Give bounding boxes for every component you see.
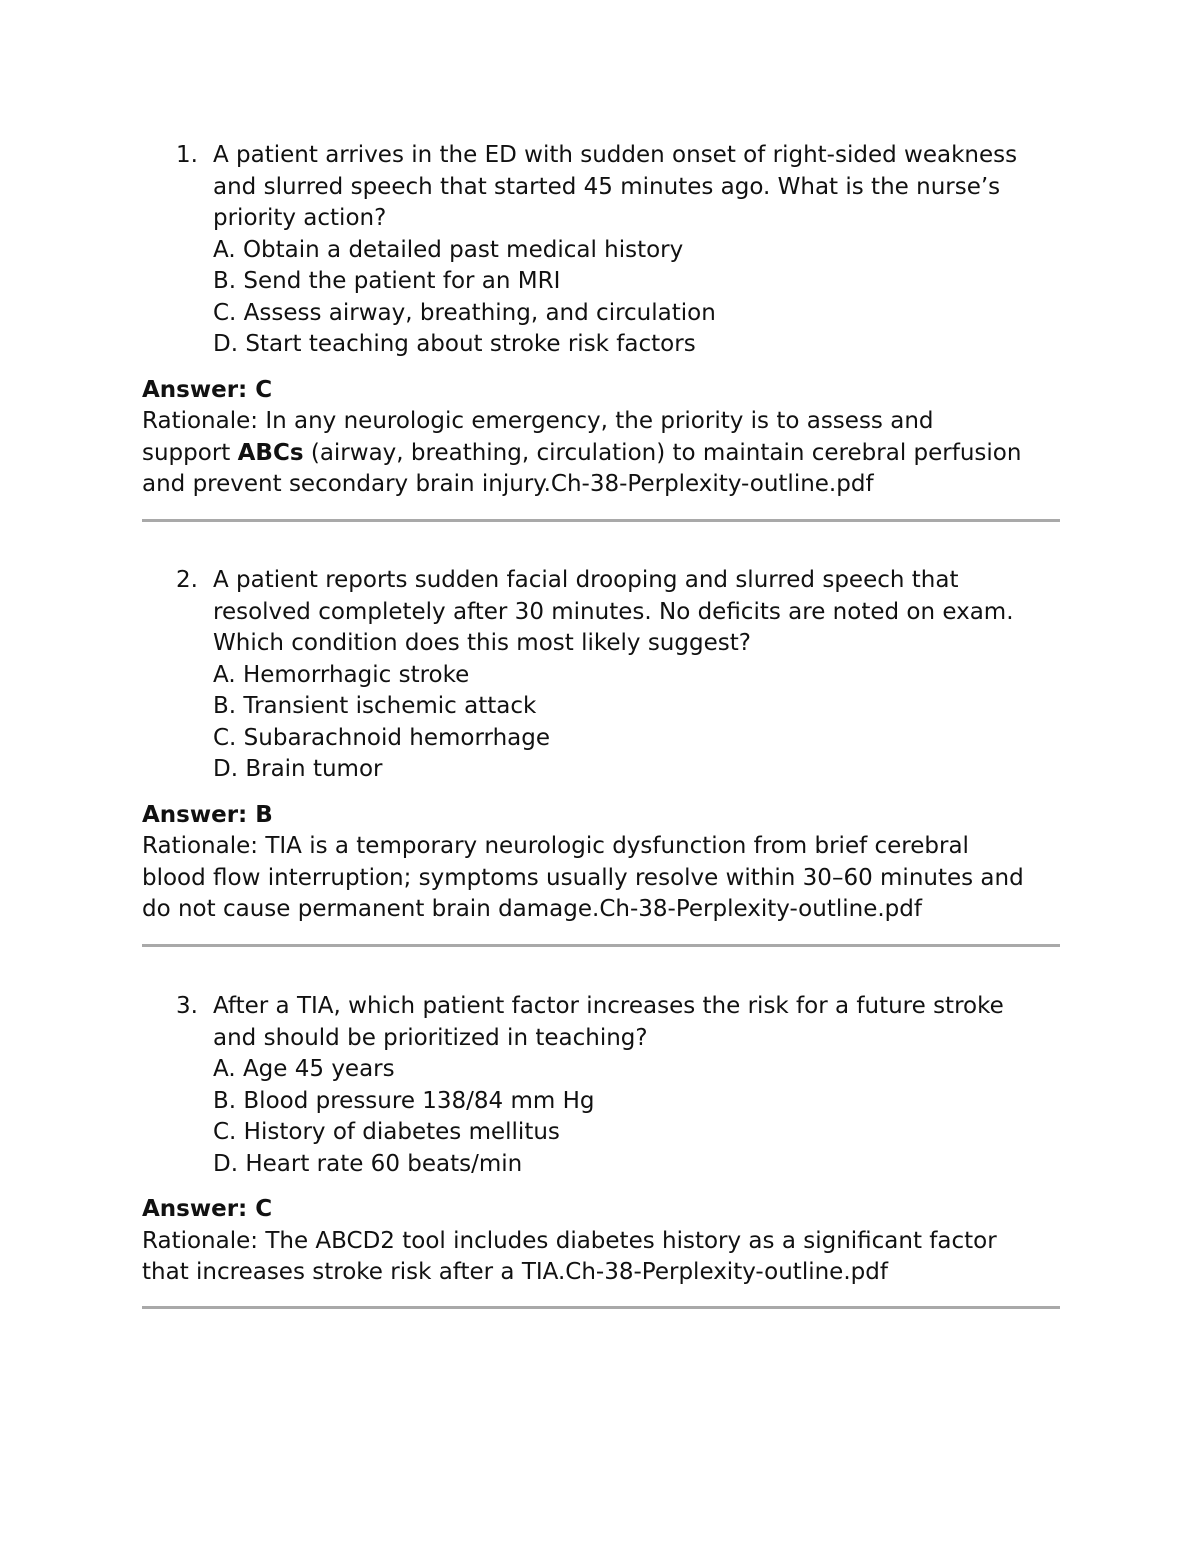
question-block-3 [142,991,1060,1289]
section-divider [142,519,1060,522]
rationale-line: do not cause permanent brain damage.Ch-38-Perplexity-outline.pdf [142,896,922,922]
question-stem-line: Which condition does this most likely suggest? [213,630,751,656]
rationale-line: Rationale: TIA is a temporary neurologic dysfunction from brief cerebral [142,833,969,859]
rationale-text: support [142,439,238,466]
question-stem-line: priority action? [213,205,387,231]
rationale-line: blood flow interruption; symptoms usually resolve within 30–60 minutes and [142,864,1024,891]
option-a: A. Hemorrhagic stroke [213,661,470,688]
question-number: 1. [176,142,198,168]
section-divider [142,944,1060,947]
option-b: B. Transient ischemic attack [213,693,537,719]
question-number: 2. [176,567,198,593]
question-number: 3. [176,993,198,1019]
question-stem-line: A patient reports sudden facial drooping and slurred speech that [213,567,959,593]
option-d: D. Brain tumor [213,756,383,782]
question-stem-line: and slurred speech that started 45 minutes ago. What is the nurse’s [213,173,1001,200]
option-b: B. Send the patient for an MRI [213,268,561,294]
rationale-line: Rationale: The ABCD2 tool includes diabetes history as a significant factor [142,1227,997,1254]
option-a: A. Age 45 years [213,1056,395,1082]
question-stem-line: After a TIA, which patient factor increases the risk for a future stroke [213,993,1004,1019]
rationale-emphasis: ABCs [237,439,304,466]
rationale-line: Rationale: In any neurologic emergency, the priority is to assess and [142,408,934,434]
question-3 [142,991,1060,1180]
option-c: C. History of diabetes mellitus [213,1119,560,1145]
option-d: D. Heart rate 60 beats/min [213,1150,523,1177]
question-1 [142,140,1060,361]
answer-label: Answer: C [142,1196,273,1222]
section-divider [142,1306,1060,1309]
rationale [142,406,1060,501]
option-a: A. Obtain a detailed past medical history [213,236,684,263]
option-d: D. Start teaching about stroke risk factors [213,331,696,357]
rationale-line [142,438,1060,470]
question-2 [142,565,1060,786]
rationale [142,831,1060,926]
question-block-1 [142,140,1060,501]
question-block-2 [142,565,1060,926]
rationale-line: that increases stroke risk after a TIA.Ch-38-Perplexity-outline.pdf [142,1259,888,1285]
rationale [142,1226,1060,1289]
answer-label: Answer: B [142,801,273,828]
answer-label: Answer: C [142,376,273,403]
rationale-line: and prevent secondary brain injury.Ch-38-Perplexity-outline.pdf [142,471,874,497]
option-c: C. Subarachnoid hemorrhage [213,724,551,751]
option-b: B. Blood pressure 138/84 mm Hg [213,1087,595,1114]
question-stem-line: and should be prioritized in teaching? [213,1024,648,1051]
rationale-text: (airway, breathing, circulation) to maintain cerebral perfusion [303,439,1022,466]
option-c: C. Assess airway, breathing, and circulation [213,299,716,326]
question-stem-line: A patient arrives in the ED with sudden onset of right-sided weakness [213,142,1018,168]
question-stem-line: resolved completely after 30 minutes. No deficits are noted on exam. [213,598,1014,625]
